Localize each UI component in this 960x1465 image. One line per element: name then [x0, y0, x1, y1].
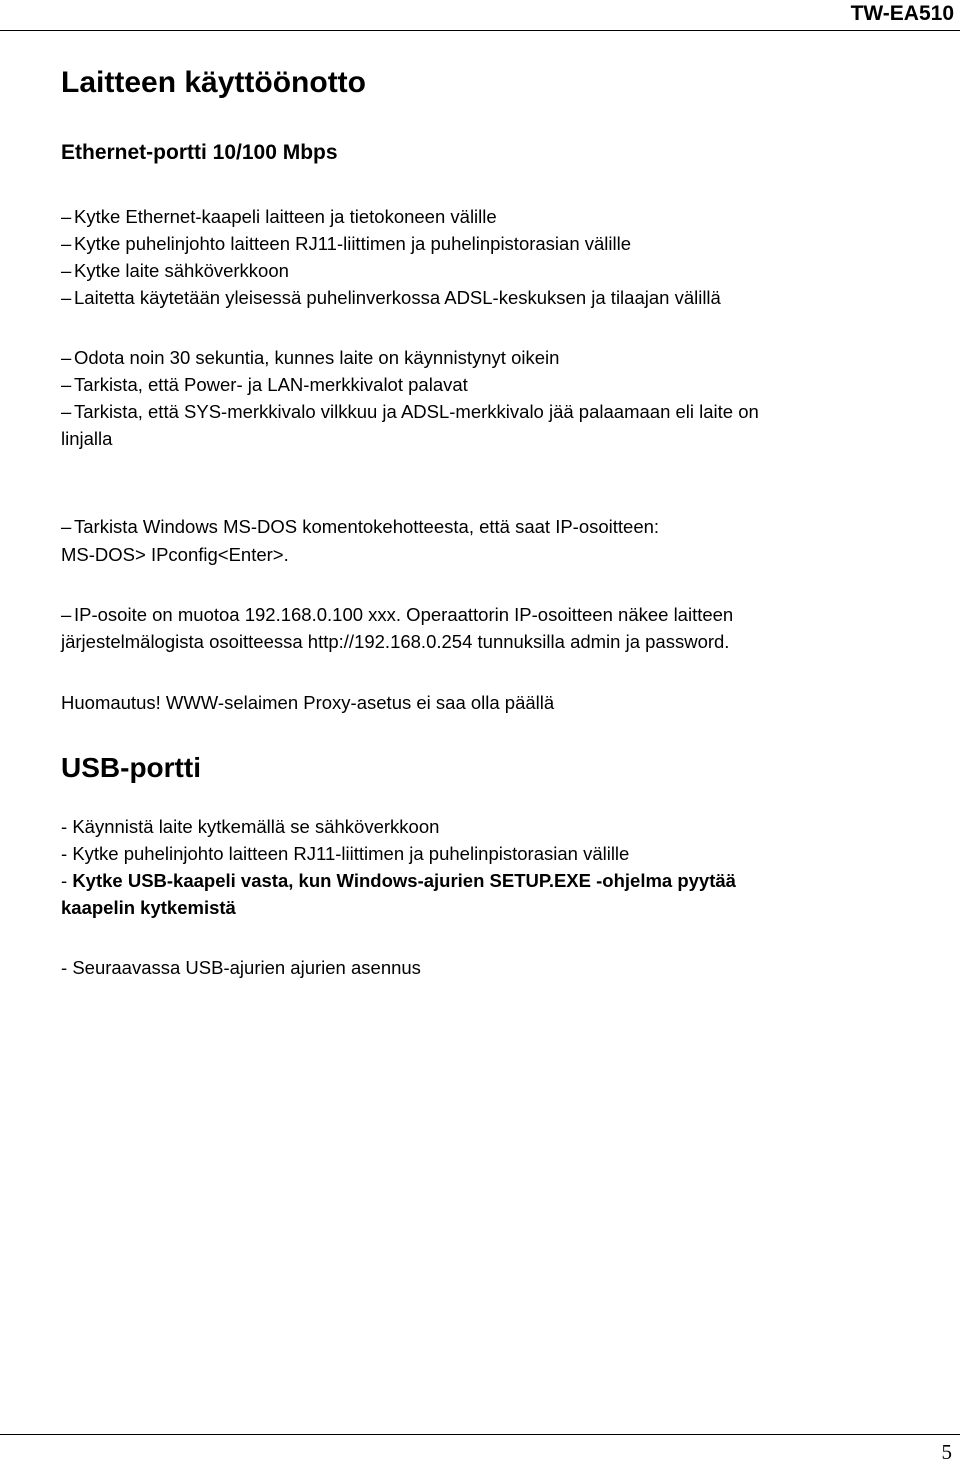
model-name: TW-EA510 — [850, 2, 954, 25]
ethernet-step: – Kytke Ethernet-kaapeli laitteen ja tietokoneen välille — [61, 206, 497, 227]
check-item-continued: linjalla — [61, 428, 113, 449]
ip-info-continued: järjestelmälogista osoitteessa http://192.168.0.254 tunnuksilla admin ja password. — [61, 631, 730, 652]
usb-step-bold: - Kytke USB-kaapeli vasta, kun Windows-ajurien SETUP.EXE -ohjelma pyytää — [61, 870, 736, 891]
usb-step-bold-continued: kaapelin kytkemistä — [61, 897, 236, 918]
check-item: – Odota noin 30 sekuntia, kunnes laite on käynnistynyt oikein — [61, 347, 560, 368]
footer-rule — [0, 1434, 960, 1435]
ipconfig-command: MS-DOS> IPconfig<Enter>. — [61, 544, 289, 565]
page-title: Laitteen käyttöönotto — [61, 66, 366, 99]
header-rule — [0, 30, 960, 31]
ethernet-step: – Laitetta käytetään yleisessä puhelinverkossa ADSL-keskuksen ja tilaajan välillä — [61, 287, 721, 308]
ipconfig-instruction: – Tarkista Windows MS-DOS komentokehotteesta, että saat IP-osoitteen: — [61, 516, 660, 537]
page-number: 5 — [941, 1440, 952, 1464]
usb-step: - Kytke puhelinjohto laitteen RJ11-liittimen ja puhelinpistorasian välille — [61, 843, 630, 864]
ethernet-step: – Kytke laite sähköverkkoon — [61, 260, 289, 281]
usb-step: - Käynnistä laite kytkemällä se sähköverkkoon — [61, 816, 440, 837]
check-item: – Tarkista, että SYS-merkkivalo vilkkuu ja ADSL-merkkivalo jää palaamaan eli laite on — [61, 401, 759, 422]
check-item: – Tarkista, että Power- ja LAN-merkkivalot palavat — [61, 374, 468, 395]
ethernet-step: – Kytke puhelinjohto laitteen RJ11-liittimen ja puhelinpistorasian välille — [61, 233, 632, 254]
ethernet-heading: Ethernet-portti 10/100 Mbps — [61, 141, 338, 164]
proxy-note: Huomautus! WWW-selaimen Proxy-asetus ei saa olla päällä — [61, 692, 555, 713]
usb-heading: USB-portti — [61, 752, 201, 783]
usb-step: - Seuraavassa USB-ajurien ajurien asennus — [61, 957, 421, 978]
ip-info: – IP-osoite on muotoa 192.168.0.100 xxx. Operaattorin IP-osoitteen näkee laitteen — [61, 604, 734, 625]
